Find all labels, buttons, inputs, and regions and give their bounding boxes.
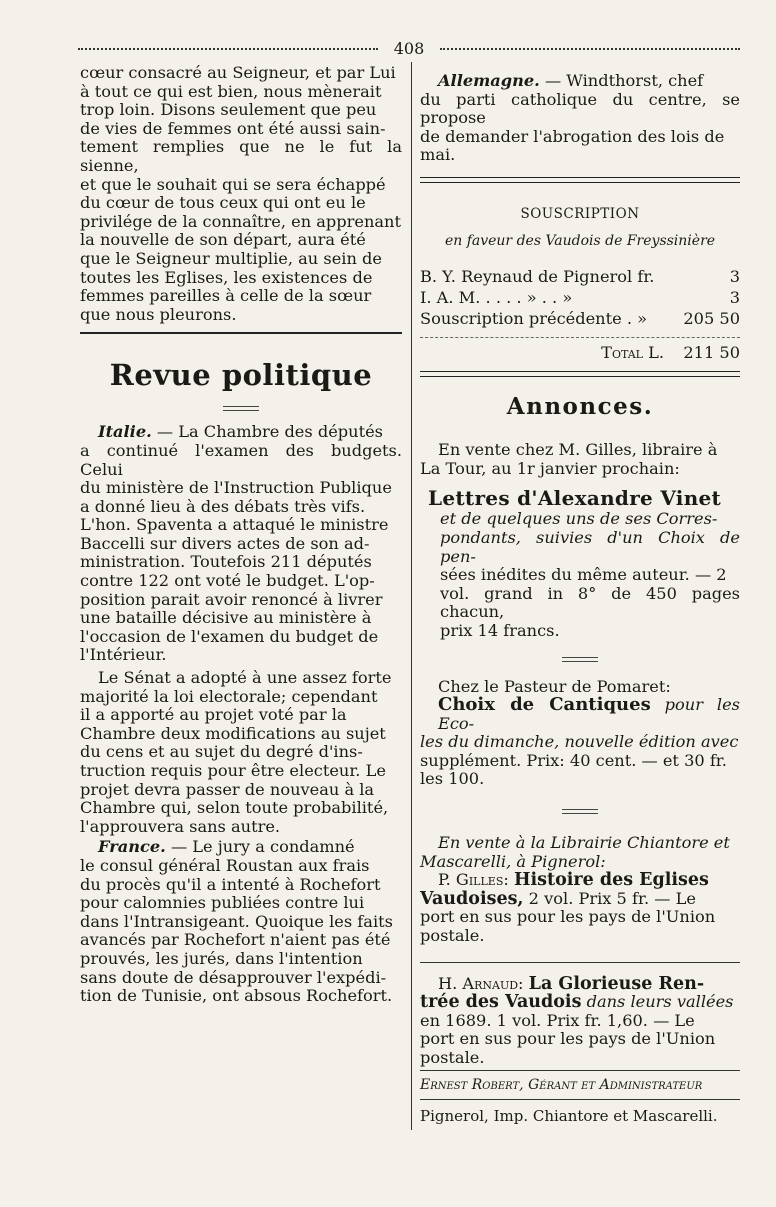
text-line: En vente chez M. Gilles, libraire à [438,440,718,460]
text-line: l'approuvera sans autre. [80,816,281,836]
section-title: Revue politique [109,358,373,393]
text-line: contre 122 ont voté le budget. L'op- [80,571,375,591]
printer-imprint: Pignerol, Imp. Chiantore et Mascarelli. [420,1106,718,1125]
text-run: — La Chambre des députés [151,422,383,442]
text-line: sées inédites du même auteur. — 2 [440,565,727,585]
total-row [420,342,740,363]
right-column [420,72,740,1126]
text-line [420,890,740,909]
text-line: Chambre qui, selon toute probabilité, [80,798,389,818]
text-line [80,838,402,857]
section-rule [80,332,402,334]
text-line: que le Seigneur multiplie, au sein de [80,248,382,268]
page-number: 408 [393,39,425,58]
text-line: port en sus pour les pays de l'Union [420,907,716,927]
text-line: il a apporté au projet voté par la [80,705,347,725]
total-amount: 211 50 [683,343,740,363]
manager-signature: Ernest Robert, Gérant et Administrateur [420,1076,703,1093]
text-line [420,696,740,733]
text-line: et de quelques uns de ses Corres- [440,509,718,529]
section-rule [420,177,740,183]
text-line: mai. [420,145,456,165]
country-label: Italie. [98,422,152,442]
text-line: majorité la loi electorale; cependant [80,686,378,706]
text-line: de demander l'abrogation des lois de [420,126,725,146]
text-line [420,975,740,994]
text-line: vol. grand in 8° de 450 pages chacun, [440,583,740,622]
sum-rule [420,337,740,338]
ad-separator [562,809,598,814]
text-line: que nous pleurons. [80,304,237,324]
text-line: dans l'Intransigeant. Quoique les faits [80,911,393,931]
text-line: la nouvelle de son départ, aura été [80,230,366,250]
text-line: de vies de femmes ont été aussi sain- [80,118,386,138]
text-line: du cœur de tous ceux qui ont eu le [80,193,366,213]
text-line: tion de Tunisie, ont absous Rochefort. [80,986,393,1006]
ad-pomaret [420,678,740,790]
text-line: du ministère de l'Instruction Publique [80,478,392,498]
text-line: a continué l'examen des budgets. Celui [80,440,402,479]
text-run: dans leurs vallées [581,992,734,1012]
subscriber-label: Souscription précédente . » [420,309,648,329]
text-line: La Tour, au 1r janvier prochain: [420,458,680,478]
text-run: 2 vol. Prix 5 fr. — Le [523,888,696,908]
text-line: port en sus pour les pays de l'Union [420,1029,716,1049]
text-line: ministration. Toutefois 211 députés [80,552,372,572]
subscription-amount: 205 50 [683,309,740,329]
text-line: du parti catholique du centre, se propose [420,89,740,128]
left-column [80,64,402,1006]
country-label: France. [98,837,166,857]
text-line: Baccelli sur divers actes de son ad- [80,533,370,553]
france-paragraph [80,838,402,1005]
text-line [80,423,402,442]
souscription-title: SOUSCRIPTION [520,205,640,222]
text-line: avancés par Rochefort n'aient pas été [80,930,391,950]
text-line: à tout ce qui est bien, nous mènerait [80,81,382,101]
text-line: trop loin. Disons seulement que peu [80,100,377,120]
text-line: supplément. Prix: 40 cent. — et 30 fr. [420,750,727,770]
text-line: pour calomnies publiées contre lui [80,893,365,913]
obituary-paragraph [80,64,402,324]
subscription-row [420,266,740,287]
text-line [420,993,740,1012]
text-line: a donné lieu à des débats très vifs. [80,496,366,516]
text-line: et que le souhait qui se sera échappé [80,174,386,194]
text-line: Le Sénat a adopté à une assez forte [98,668,392,688]
text-line: les du dimanche, nouvelle édition avec [420,732,739,752]
book-title: Histoire des Eglises [513,870,709,891]
book-title: La Glorieuse Ren- [528,973,705,994]
text-line: femmes pareilles à celle de la sœur [80,286,372,306]
text-run: — Windthorst, chef [539,71,704,90]
text-line: postale. [420,1048,485,1067]
text-line: une bataille décisive au ministère à [80,608,372,628]
book-title: trée des Vaudois [420,992,582,1013]
text-line: les 100. [420,769,485,789]
text-line: postale. [420,926,485,946]
page-header [78,40,740,58]
text-line: En vente à la Librairie Chiantore et [438,833,730,853]
text-line: prix 14 francs. [440,620,560,640]
title-ornament [223,406,259,411]
text-line: Chambre deux modifications au sujet [80,723,386,743]
text-line: pondants, suivies d'un Choix de pen- [440,527,740,566]
ad-separator-rule [420,962,740,963]
column-divider [411,62,412,1130]
ad-chiantore [420,834,740,946]
book-title: Vaudoises, [420,888,524,909]
subscription-amount: 3 [729,267,740,287]
text-line: toutes les Eglises, les existences de [80,267,373,287]
subscriber-label: B. Y. Reynaud de Pignerol fr. [420,267,655,287]
text-line: sans doute de désapprouver l'expédi- [80,967,387,987]
text-line: cœur consacré au Seigneur, et par Lui [80,63,396,82]
book-title: Choix de Cantiques [438,694,651,716]
signature-rule [420,1070,740,1071]
text-line: l'Intérieur. [80,645,167,665]
book-details [420,510,740,640]
ad-separator [562,657,598,662]
ad-arnaud [420,975,740,1068]
text-line: L'hon. Spaventa a attaqué le ministre [80,515,389,535]
author-name: H. Arnaud: [438,973,524,993]
text-line: du cens et au sujet du degré d'ins- [80,742,363,762]
subscription-row [420,308,740,329]
text-line: privilége de la connaître, en apprenant [80,211,401,231]
ad-gilles [420,441,740,478]
text-line: Chez le Pasteur de Pomaret: [438,676,671,696]
text-line: du procès qu'il a intenté à Rochefort [80,874,381,894]
total-label: Total L. [601,343,664,363]
senat-paragraph [80,669,402,836]
book-title: Lettres d'Alexandre Vinet [428,486,722,511]
subscription-list [420,266,740,363]
souscription-subtitle: en faveur des Vaudois de Freyssinière [444,232,716,249]
text-line: l'occasion de l'examen du budget de [80,626,379,646]
section-rule [420,371,740,377]
author-name: P. Gilles: [438,870,509,890]
text-line: position parait avoir renoncé à livrer [80,589,383,609]
text-line: le consul général Roustan aux frais [80,855,370,875]
text-run: — Le jury a condamné [165,837,355,857]
italie-paragraph [80,423,402,665]
allemagne-paragraph [420,72,740,165]
text-line: en 1689. 1 vol. Prix fr. 1,60. — Le [420,1010,695,1030]
text-run: pour les Eco- [438,695,740,733]
printer-rule [420,1099,740,1100]
subscriber-label: I. A. M. . . . . » . . » [420,288,573,308]
subscription-row [420,287,740,308]
country-label: Allemagne. [438,71,540,90]
text-line: truction requis pour être electeur. Le [80,761,386,780]
text-line: tement remplies que ne le fut la sienne, [80,137,402,175]
text-line: Mascarelli, à Pignerol: [420,851,606,871]
subscription-amount: 3 [729,288,740,308]
text-line: prouvés, les jurés, dans l'intention [80,948,363,968]
ad-vinet [420,486,740,640]
annonces-title: Annonces. [506,393,654,421]
text-line [420,871,740,890]
text-line: projet devra passer de nouveau à la [80,779,375,799]
text-line [420,72,740,91]
